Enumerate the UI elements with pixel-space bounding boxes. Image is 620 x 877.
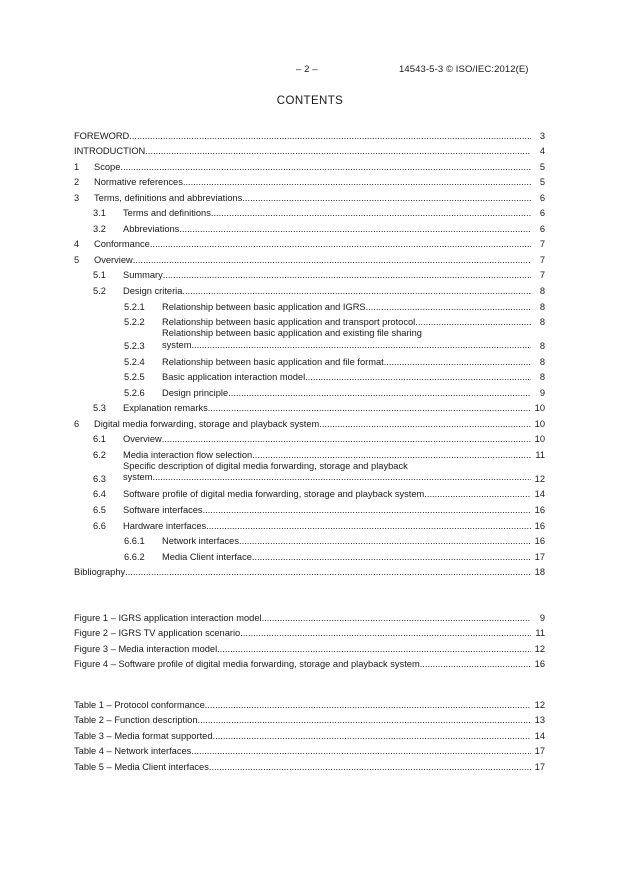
toc-entry[interactable] bbox=[74, 369, 545, 385]
entry-number: 6.1 bbox=[93, 434, 106, 445]
table-entry[interactable] bbox=[74, 727, 545, 743]
toc-entry[interactable] bbox=[74, 158, 545, 174]
entry-title: Table 4 – Network interfaces bbox=[74, 746, 192, 757]
entry-number: 4 bbox=[74, 239, 80, 250]
entry-number: 6.6 bbox=[93, 520, 106, 531]
table-entry[interactable] bbox=[74, 758, 545, 774]
toc-entry[interactable] bbox=[74, 415, 545, 431]
entry-page-number: 8 bbox=[539, 286, 545, 297]
entry-number: 5 bbox=[74, 254, 80, 265]
toc-entry[interactable] bbox=[74, 384, 545, 400]
entry-title: Normative references bbox=[94, 177, 183, 188]
list-of-figures bbox=[74, 609, 545, 671]
entry-title: Table 5 – Media Client interfaces bbox=[74, 761, 209, 772]
entry-page-number: 12 bbox=[534, 643, 545, 654]
table-entry[interactable] bbox=[74, 743, 545, 759]
entry-number: 6.2 bbox=[93, 449, 106, 460]
entry-number: 5.2 bbox=[93, 286, 106, 297]
entry-title: Terms and definitions bbox=[123, 208, 211, 219]
entry-number: 5.2.4 bbox=[124, 356, 145, 367]
toc-entry[interactable] bbox=[74, 431, 545, 447]
table-of-contents bbox=[74, 127, 545, 579]
toc-entry[interactable] bbox=[74, 548, 545, 564]
entry-page-number: 14 bbox=[534, 489, 545, 500]
entry-title: Basic application interaction model bbox=[162, 372, 306, 383]
entry-page-number: 6 bbox=[539, 192, 545, 203]
entry-title: Design criteria bbox=[123, 286, 183, 297]
toc-entry[interactable] bbox=[74, 143, 545, 159]
toc-entry[interactable] bbox=[74, 400, 545, 416]
list-of-tables bbox=[74, 696, 545, 774]
entry-page-number: 8 bbox=[539, 372, 545, 383]
entry-page-number: 10 bbox=[534, 403, 545, 414]
toc-entry[interactable] bbox=[74, 189, 545, 205]
entry-number: 5.2.1 bbox=[124, 301, 145, 312]
toc-entry[interactable] bbox=[74, 205, 545, 221]
entry-number: 3.1 bbox=[93, 208, 106, 219]
entry-number: 5.2.2 bbox=[124, 317, 145, 328]
toc-entry[interactable] bbox=[74, 329, 545, 353]
entry-number: 5.2.3 bbox=[124, 341, 145, 352]
entry-page-number: 14 bbox=[534, 730, 545, 741]
entry-title: Relationship between basic application and IGRS bbox=[162, 301, 366, 312]
toc-entry[interactable] bbox=[74, 267, 545, 283]
entry-page-number: 12 bbox=[534, 699, 545, 710]
toc-entry[interactable] bbox=[74, 564, 545, 580]
page-number: – 2 – bbox=[296, 64, 318, 75]
figure-entry[interactable] bbox=[74, 609, 545, 625]
toc-entry[interactable] bbox=[74, 353, 545, 369]
entry-page-number: 11 bbox=[535, 628, 545, 639]
entry-page-number: 3 bbox=[539, 130, 545, 141]
entry-title: Relationship between basic application and file format bbox=[162, 356, 384, 367]
entry-number: 6.5 bbox=[93, 505, 106, 516]
entry-page-number: 9 bbox=[539, 387, 545, 398]
entry-page-number: 8 bbox=[539, 317, 545, 328]
entry-number: 5.3 bbox=[93, 403, 106, 414]
entry-number: 5.2.6 bbox=[124, 387, 145, 398]
entry-title: Relationship between basic application and existing file sharing bbox=[162, 328, 422, 339]
entry-title: Digital media forwarding, storage and playback system bbox=[94, 418, 320, 429]
entry-number: 6.4 bbox=[93, 489, 106, 500]
entry-page-number: 7 bbox=[539, 270, 545, 281]
entry-page-number: 10 bbox=[534, 418, 545, 429]
entry-page-number: 7 bbox=[539, 254, 545, 265]
toc-entry[interactable] bbox=[74, 251, 545, 267]
entry-title: Media Client interface bbox=[162, 551, 252, 562]
entry-page-number: 8 bbox=[539, 301, 545, 312]
entry-number: 6.6.1 bbox=[124, 536, 145, 547]
entry-title: Explanation remarks bbox=[123, 403, 208, 414]
figure-entry[interactable] bbox=[74, 625, 545, 641]
entry-title: Table 1 – Protocol conformance bbox=[74, 699, 205, 710]
entry-title: Figure 4 – Software profile of digital media forwarding, storage and playback system bbox=[74, 659, 420, 670]
entry-title: Network interfaces bbox=[162, 536, 239, 547]
entry-page-number: 17 bbox=[534, 746, 545, 757]
entry-page-number: 12 bbox=[534, 473, 545, 484]
figure-entry[interactable] bbox=[74, 656, 545, 672]
entry-title: Hardware interfaces bbox=[123, 520, 207, 531]
entry-number: 5.1 bbox=[93, 270, 106, 281]
page-title: CONTENTS bbox=[276, 95, 344, 107]
entry-number: 6.3 bbox=[93, 473, 106, 484]
entry-title: Figure 1 – IGRS application interaction model bbox=[74, 612, 262, 623]
entry-page-number: 9 bbox=[539, 612, 545, 623]
entry-title: Abbreviations bbox=[123, 223, 180, 234]
entry-page-number: 6 bbox=[539, 223, 545, 234]
toc-entry[interactable] bbox=[74, 298, 545, 314]
toc-entry[interactable] bbox=[74, 446, 545, 462]
entry-number: 3.2 bbox=[93, 223, 106, 234]
entry-title: Terms, definitions and abbreviations bbox=[94, 192, 243, 203]
entry-number: 2 bbox=[74, 177, 80, 188]
entry-page-number: 7 bbox=[539, 239, 545, 250]
entry-page-number: 6 bbox=[539, 208, 545, 219]
entry-title: Summary bbox=[123, 270, 163, 281]
entry-title-continued: system bbox=[162, 339, 192, 350]
entry-title: Figure 3 – Media interaction model bbox=[74, 643, 218, 654]
entry-page-number: 4 bbox=[539, 146, 545, 157]
entry-title: Overview bbox=[94, 254, 133, 265]
entry-title: Conformance bbox=[94, 239, 150, 250]
entry-page-number: 5 bbox=[539, 177, 545, 188]
entry-number: 5.2.5 bbox=[124, 372, 145, 383]
toc-entry[interactable] bbox=[74, 282, 545, 298]
entry-page-number: 11 bbox=[535, 449, 545, 460]
entry-title: FOREWORD bbox=[74, 130, 130, 141]
toc-entry[interactable] bbox=[74, 236, 545, 252]
entry-title: Relationship between basic application and transport protocol bbox=[162, 317, 416, 328]
figure-entry[interactable] bbox=[74, 640, 545, 656]
entry-title: Media interaction flow selection bbox=[123, 449, 253, 460]
entry-page-number: 16 bbox=[534, 520, 545, 531]
table-entry[interactable] bbox=[74, 712, 545, 728]
entry-page-number: 8 bbox=[539, 341, 545, 352]
entry-title: Software profile of digital media forwarding, storage and playback system bbox=[123, 489, 425, 500]
entry-title: Bibliography bbox=[74, 567, 126, 578]
toc-entry[interactable] bbox=[74, 314, 545, 330]
toc-entry[interactable] bbox=[74, 533, 545, 549]
entry-page-number: 17 bbox=[534, 551, 545, 562]
entry-number: 3 bbox=[74, 192, 80, 203]
toc-entry[interactable] bbox=[74, 486, 545, 502]
entry-title: Overview bbox=[123, 434, 162, 445]
toc-entry[interactable] bbox=[74, 127, 545, 143]
entry-page-number: 16 bbox=[534, 659, 545, 670]
entry-title: Software interfaces bbox=[123, 505, 203, 516]
entry-number: 6 bbox=[74, 418, 80, 429]
toc-entry[interactable] bbox=[74, 501, 545, 517]
table-entry[interactable] bbox=[74, 696, 545, 712]
entry-title: Scope bbox=[94, 161, 121, 172]
toc-entry[interactable] bbox=[74, 174, 545, 190]
entry-page-number: 16 bbox=[534, 505, 545, 516]
entry-page-number: 18 bbox=[534, 567, 545, 578]
entry-title: Table 2 – Function description bbox=[74, 715, 198, 726]
entry-page-number: 13 bbox=[534, 715, 545, 726]
standard-reference: 14543-5-3 © ISO/IEC:2012(E) bbox=[399, 64, 529, 75]
entry-page-number: 10 bbox=[534, 434, 545, 445]
toc-entry[interactable] bbox=[74, 220, 545, 236]
entry-title: Figure 2 – IGRS TV application scenario bbox=[74, 628, 241, 639]
entry-title: INTRODUCTION bbox=[74, 146, 146, 157]
toc-entry[interactable] bbox=[74, 462, 545, 486]
entry-page-number: 5 bbox=[539, 161, 545, 172]
entry-number: 6.6.2 bbox=[124, 551, 145, 562]
entry-page-number: 8 bbox=[539, 356, 545, 367]
entry-page-number: 17 bbox=[534, 761, 545, 772]
entry-number: 1 bbox=[74, 161, 80, 172]
entry-title: Table 3 – Media format supported bbox=[74, 730, 213, 741]
entry-title: Design principle bbox=[162, 387, 229, 398]
toc-entry[interactable] bbox=[74, 517, 545, 533]
entry-page-number: 16 bbox=[534, 536, 545, 547]
entry-title-continued: system bbox=[123, 472, 153, 483]
entry-title: Specific description of digital media forwarding, storage and playback bbox=[123, 460, 408, 471]
